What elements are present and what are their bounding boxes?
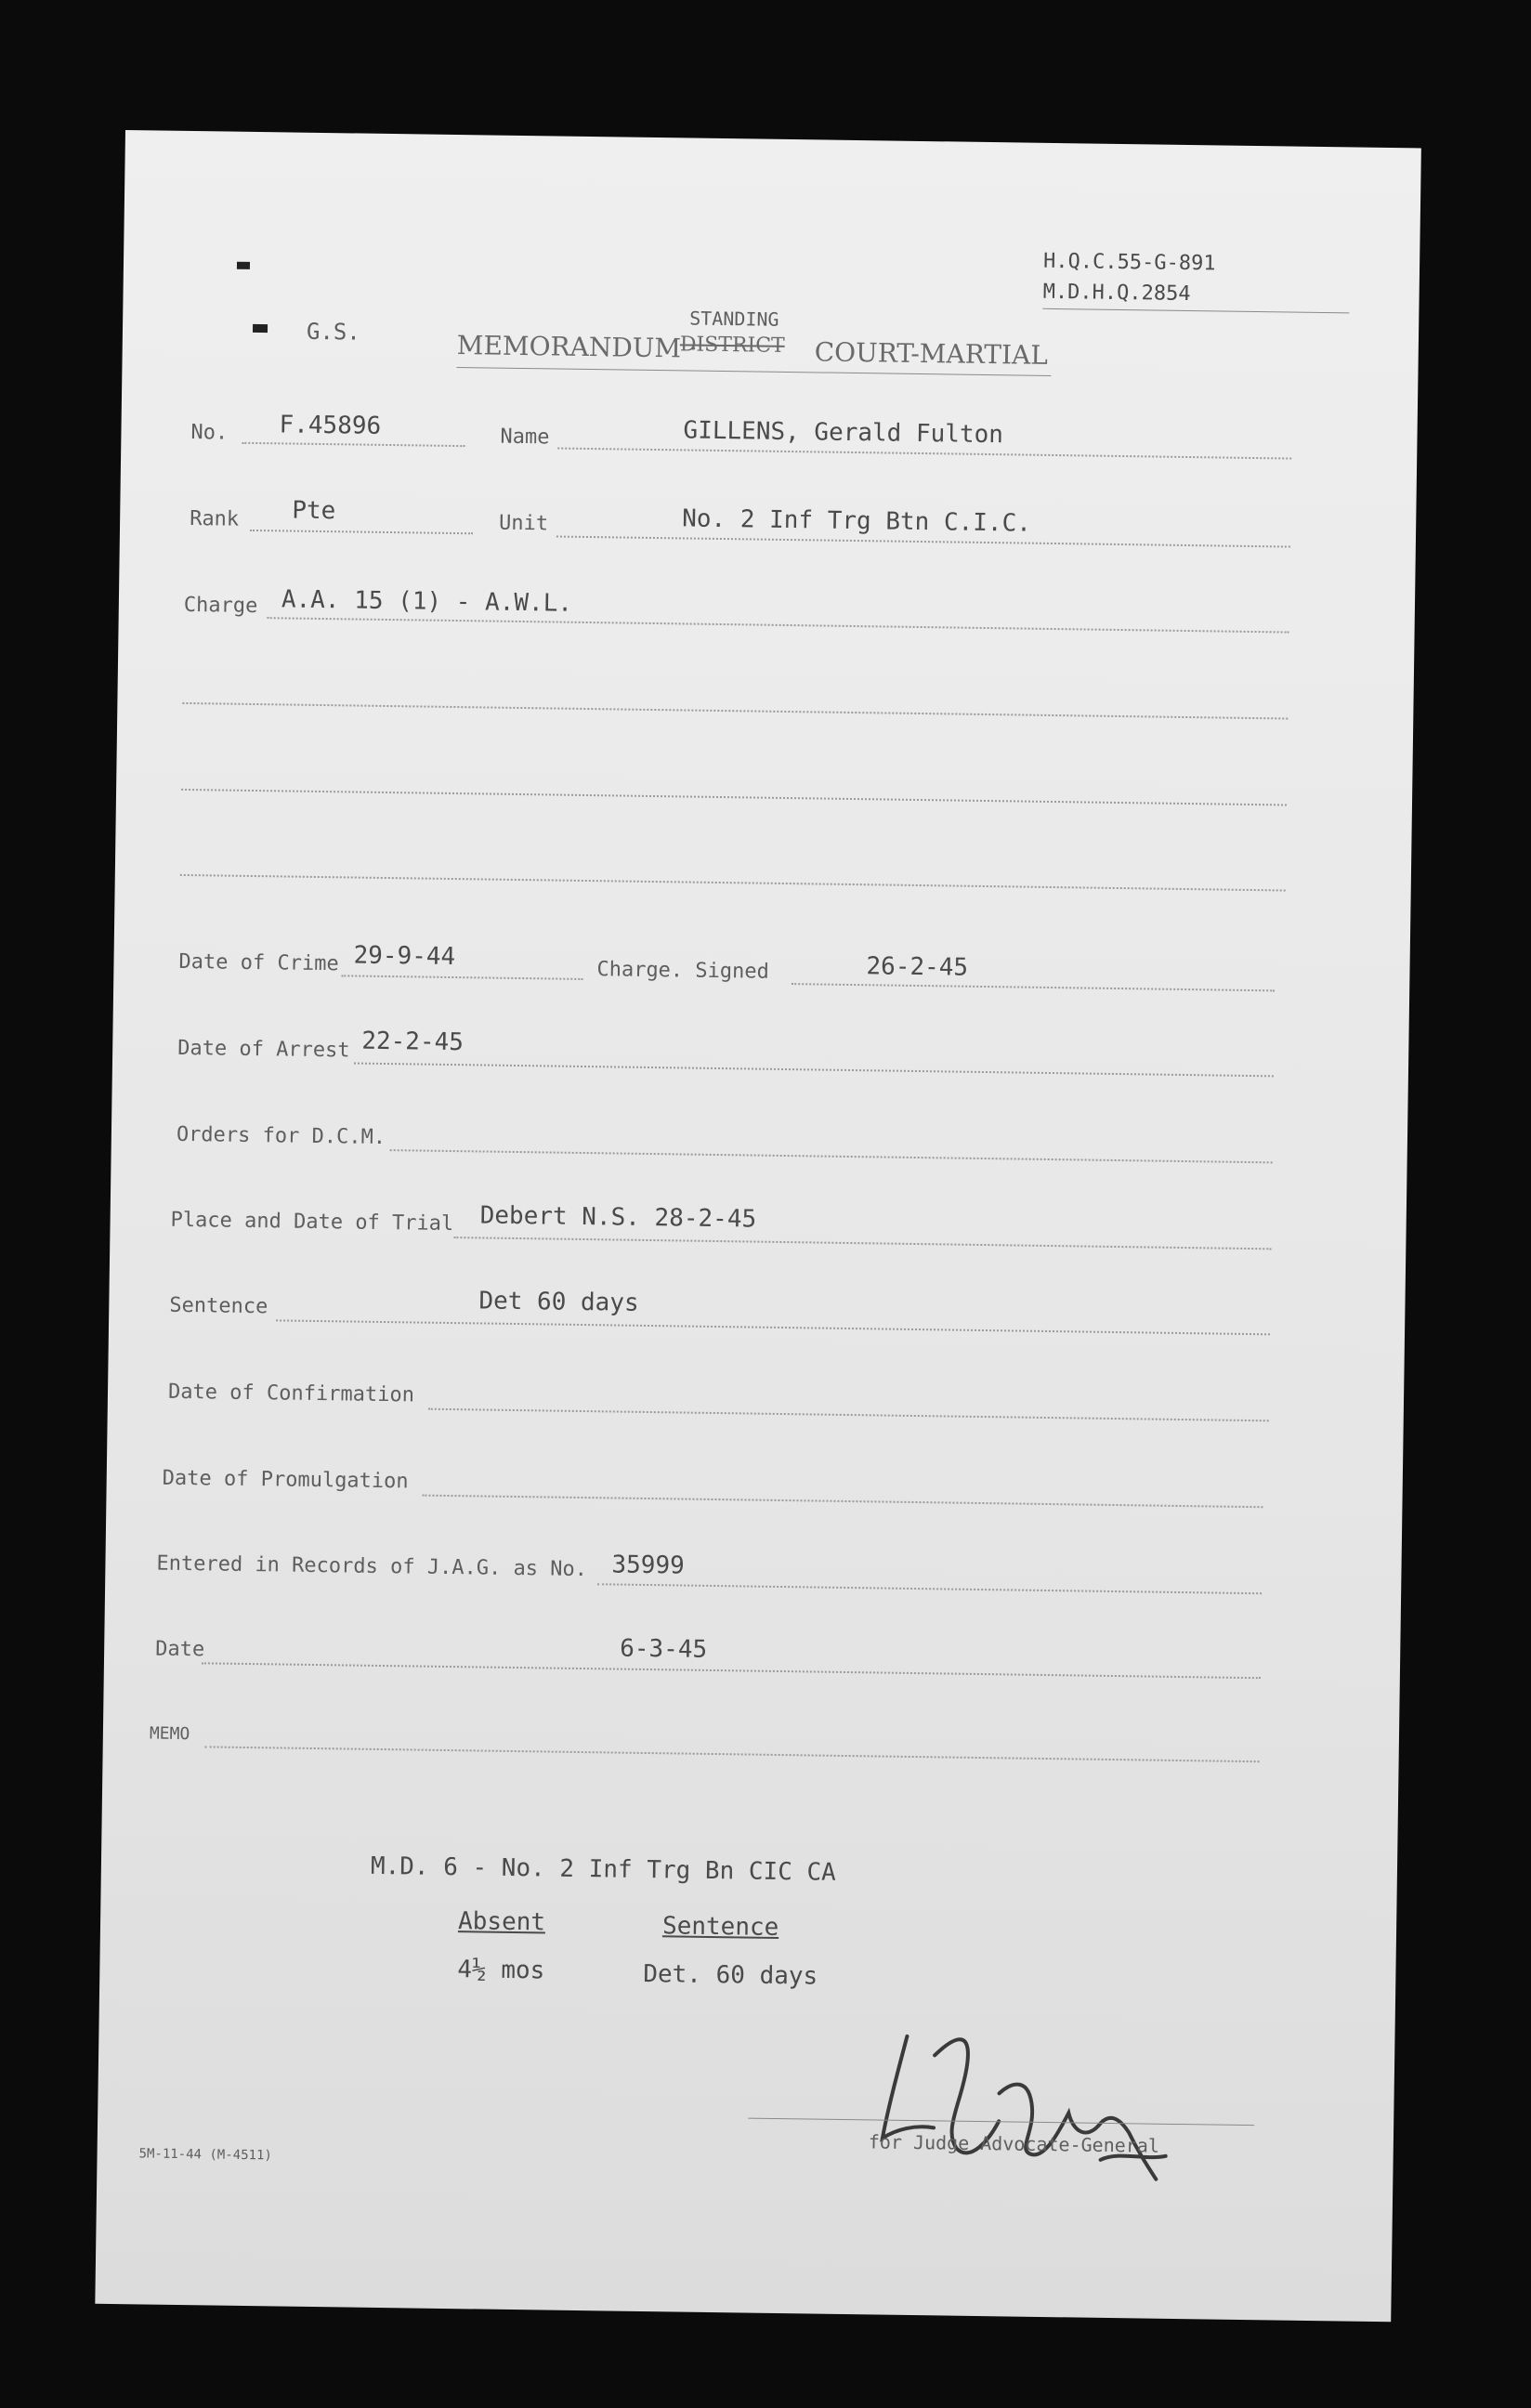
struck-word: DISTRICT	[679, 333, 785, 358]
date-of-crime-value: 29-9-44	[353, 941, 456, 972]
charge-signed-value: 26-2-45	[866, 952, 969, 982]
unit-value: No. 2 Inf Trg Btn C.I.C.	[682, 504, 1032, 538]
md-reference: M.D.H.Q.2854	[1042, 280, 1191, 307]
confirmation-label: Date of Confirmation	[167, 1380, 415, 1407]
signature-caption: for Judge Advocate-General	[868, 2130, 1160, 2157]
sentence-memo-value: Det. 60 days	[643, 1959, 818, 1991]
charge-value: A.A. 15 (1) - A.W.L.	[281, 585, 573, 618]
form-number: 5M-11-44 (M-4511)	[138, 2146, 272, 2164]
handwritten-signature	[868, 1998, 1205, 2189]
date-of-arrest-label: Date of Arrest	[177, 1036, 350, 1063]
sentence-value: Det 60 days	[478, 1287, 639, 1317]
jag-value: 35999	[611, 1551, 685, 1580]
sentence-label: Sentence	[169, 1293, 268, 1319]
date-label: Date	[154, 1637, 205, 1662]
place-trial-value: Debert N.S. 28-2-45	[479, 1201, 757, 1234]
margin-mark	[237, 262, 250, 269]
hq-reference: H.Q.C.55-G-891	[1042, 249, 1216, 276]
name-label: Name	[500, 425, 550, 450]
orders-label: Orders for D.C.M.	[176, 1122, 386, 1150]
date-of-arrest-value: 22-2-45	[361, 1027, 465, 1057]
no-label: No.	[190, 421, 229, 445]
charge-signed-label: Charge. Signed	[596, 958, 770, 984]
standing-word: STANDING	[689, 307, 779, 331]
name-value: GILLENS, Gerald Fulton	[683, 416, 1004, 450]
margin-mark	[253, 324, 268, 333]
memorandum-title: MEMORANDUM ·	[456, 330, 699, 364]
no-value: F.45896	[279, 411, 382, 440]
absent-header: Absent	[457, 1907, 546, 1937]
memorandum-card	[95, 130, 1421, 2322]
date-of-crime-label: Date of Crime	[178, 949, 339, 976]
gs-label: G.S.	[306, 318, 360, 346]
absent-value: 4½ mos	[457, 1956, 545, 1985]
jag-label: Entered in Records of J.A.G. as No.	[156, 1551, 588, 1582]
court-martial-title: COURT-MARTIAL	[814, 336, 1049, 371]
sentence-header: Sentence	[661, 1912, 779, 1943]
unit-label: Unit	[498, 511, 549, 536]
rank-value: Pte	[292, 496, 336, 526]
date-value: 6-3-45	[620, 1634, 708, 1664]
place-trial-label: Place and Date of Trial	[170, 1208, 454, 1237]
memo-label: MEMO	[149, 1723, 190, 1745]
charge-label: Charge	[183, 593, 258, 619]
promulgation-label: Date of Promulgation	[162, 1466, 409, 1494]
rank-label: Rank	[189, 507, 240, 531]
memo-line: M.D. 6 - No. 2 Inf Trg Bn CIC CA	[370, 1852, 836, 1887]
